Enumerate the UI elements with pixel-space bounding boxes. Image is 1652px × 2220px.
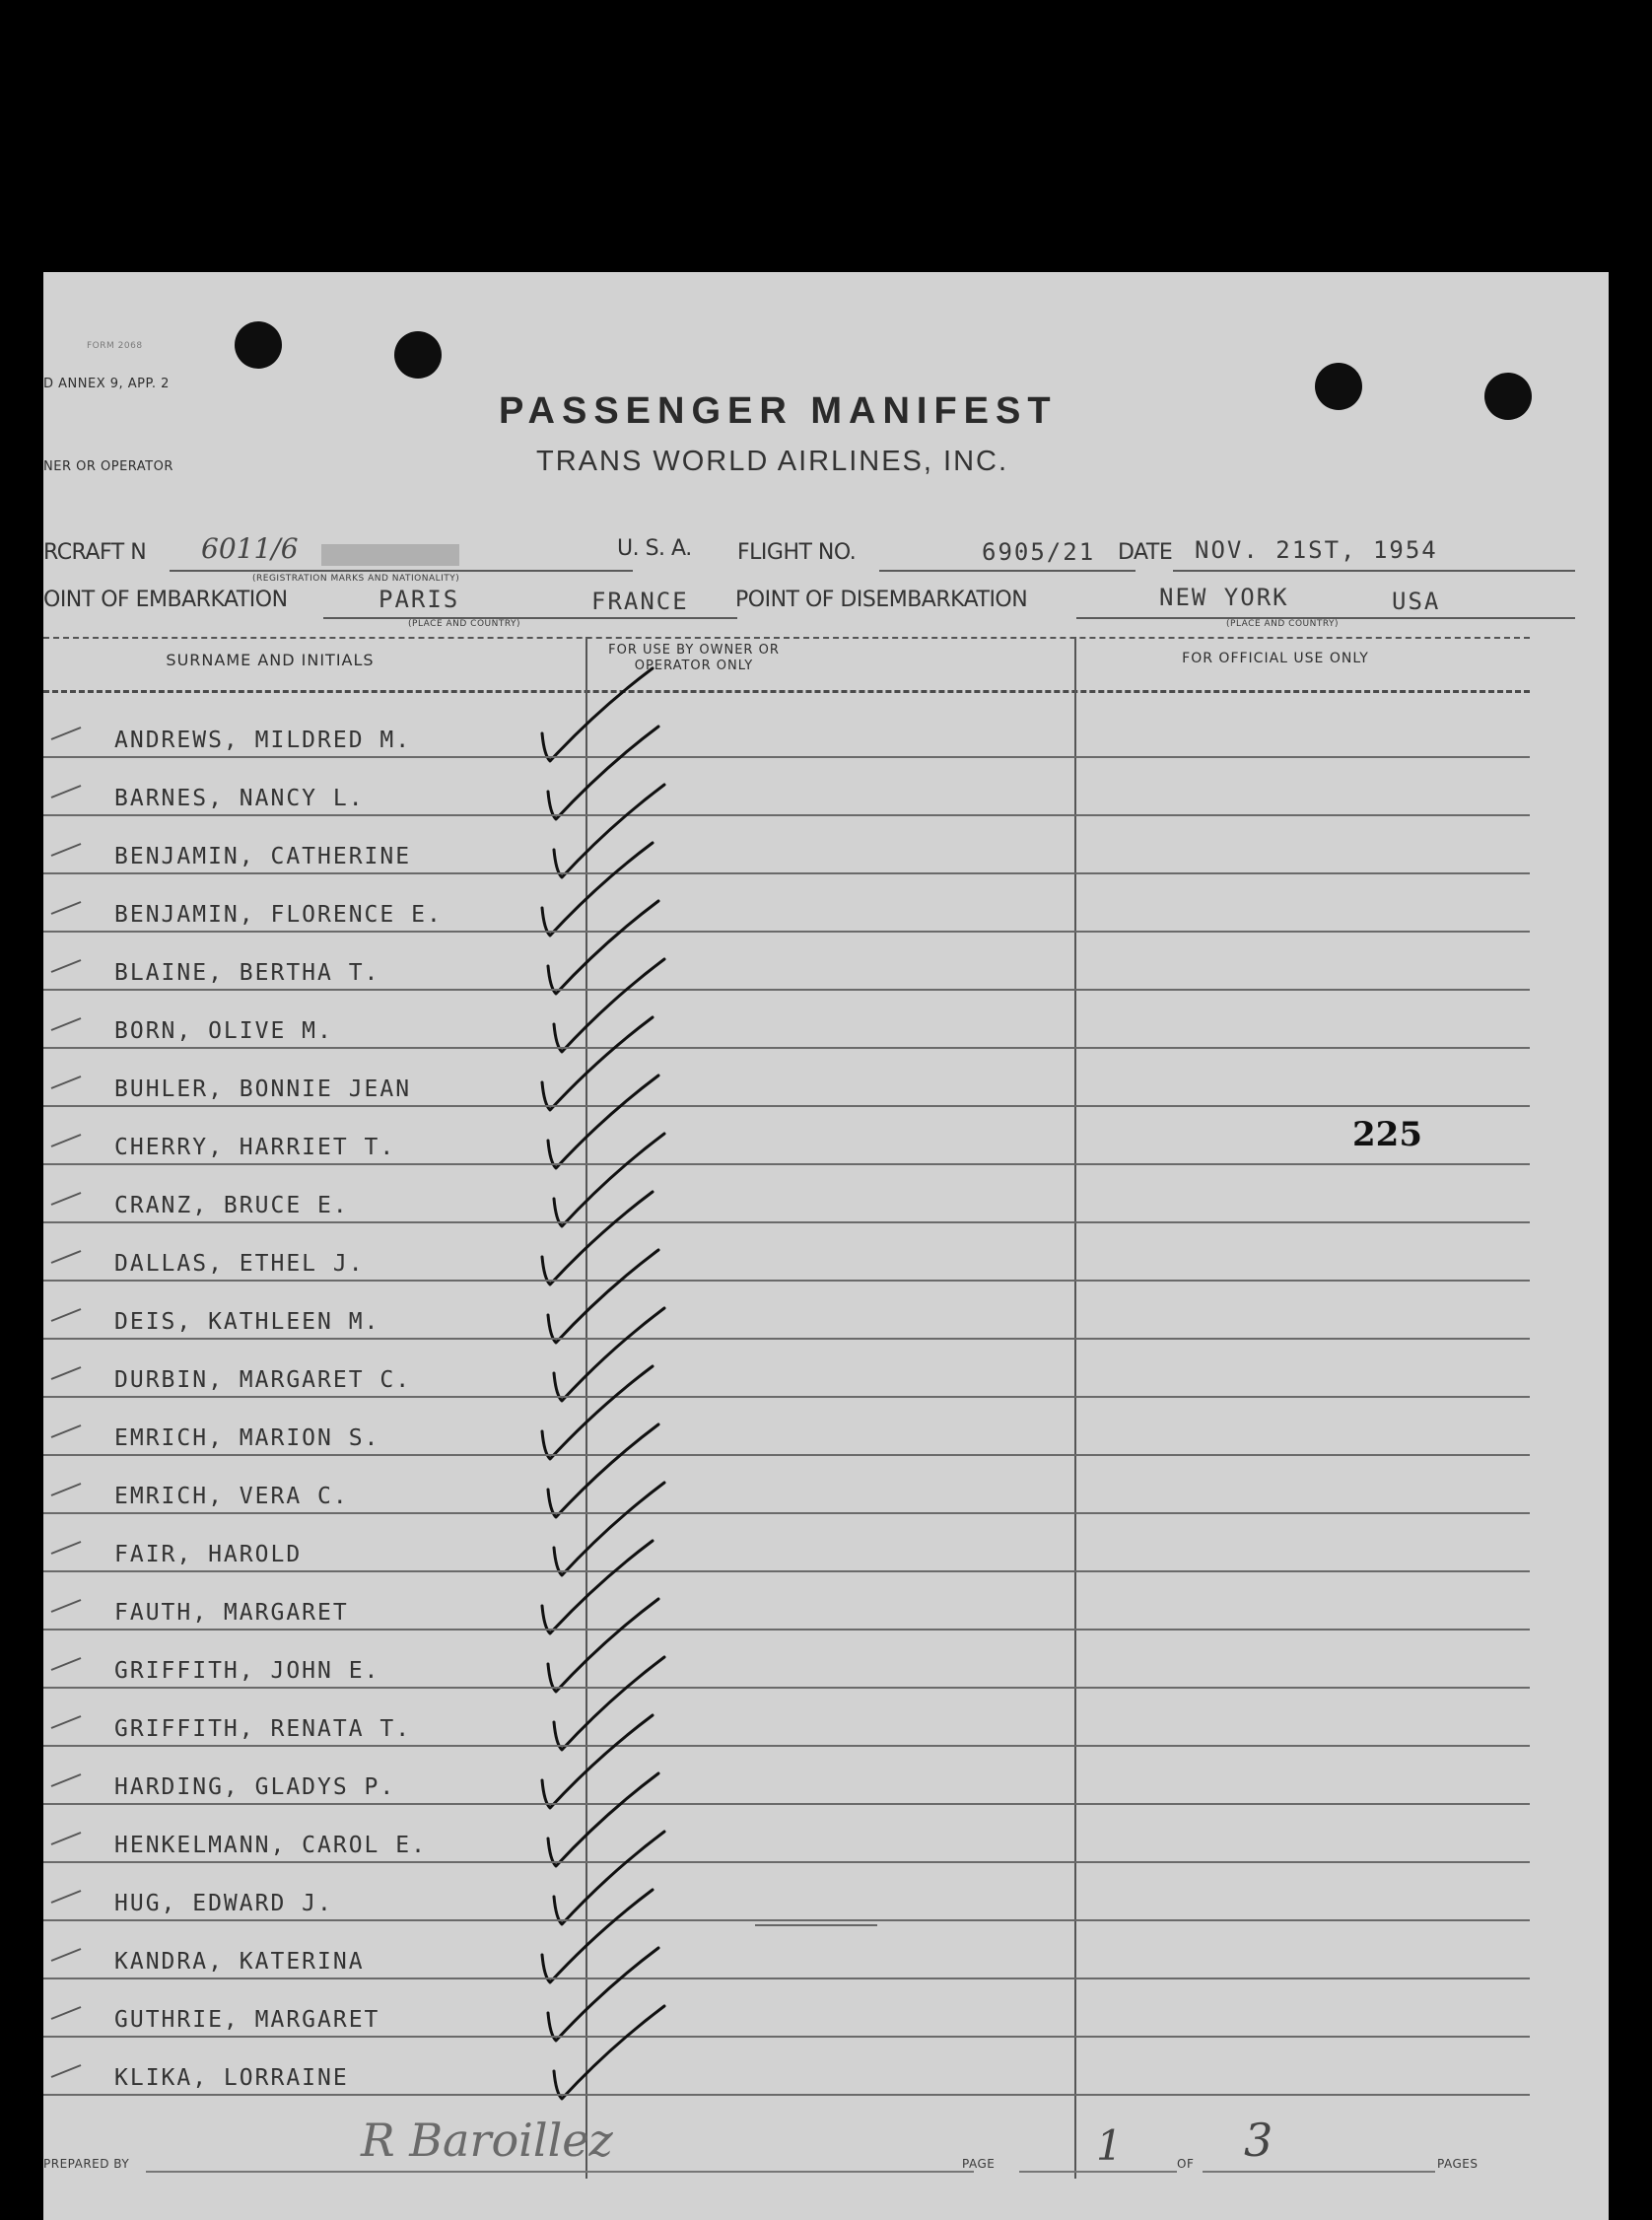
passenger-row — [43, 1340, 1530, 1399]
passenger-name: BLAINE, BERTHA T. — [114, 960, 380, 986]
tally-mark-icon — [49, 1885, 85, 1908]
passenger-row — [43, 1223, 1530, 1283]
passenger-row — [43, 1107, 1530, 1166]
pages-label: PAGES — [1437, 2157, 1479, 2171]
tally-mark-icon — [49, 1187, 85, 1211]
column-header-surname: SURNAME AND INITIALS — [166, 651, 375, 669]
passenger-name: FAUTH, MARGARET — [114, 1600, 349, 1626]
page-number: 1 — [1096, 2121, 1123, 2170]
tally-mark-icon — [49, 1943, 85, 1967]
passenger-name: DEIS, KATHLEEN M. — [114, 1309, 380, 1335]
tally-mark-icon — [49, 1012, 85, 1036]
form-code-faint: FORM 2068 — [87, 341, 143, 351]
passenger-name: HARDING, GLADYS P. — [114, 1774, 396, 1800]
passenger-name: BENJAMIN, CATHERINE — [114, 844, 412, 869]
punch-hole — [1484, 373, 1532, 420]
passenger-row — [43, 1398, 1530, 1457]
checkmark-icon — [540, 1998, 668, 2109]
stray-mark — [755, 1924, 877, 1926]
passenger-row — [43, 1979, 1530, 2039]
tally-mark-icon — [49, 954, 85, 978]
tally-mark-icon — [49, 1769, 85, 1792]
total-pages: 3 — [1244, 2114, 1273, 2167]
embarkation-city: PARIS — [379, 586, 460, 613]
page-line — [1019, 2171, 1177, 2173]
passenger-name: GRIFFITH, JOHN E. — [114, 1658, 380, 1684]
aircraft-label: RCRAFT N — [43, 540, 147, 565]
passenger-name: DURBIN, MARGARET C. — [114, 1367, 412, 1393]
passenger-name: BENJAMIN, FLORENCE E. — [114, 902, 443, 928]
passenger-name: HUG, EDWARD J. — [114, 1891, 333, 1916]
header-top-rule — [43, 637, 1530, 639]
tally-mark-icon — [49, 1303, 85, 1327]
passenger-row — [43, 1689, 1530, 1748]
passenger-name: GUTHRIE, MARGARET — [114, 2007, 380, 2033]
page-label: PAGE — [962, 2157, 996, 2171]
passenger-row — [43, 816, 1530, 875]
tally-mark-icon — [49, 1710, 85, 1734]
passenger-row — [43, 1049, 1530, 1108]
punch-hole — [1315, 363, 1362, 410]
column-header-owner-use: FOR USE BY OWNER OR OPERATOR ONLY — [608, 643, 780, 673]
date-fill-line — [1173, 570, 1575, 572]
stamp-number: 225 — [1352, 1115, 1422, 1154]
passenger-row — [43, 991, 1530, 1050]
prepared-by-label: PREPARED BY — [43, 2157, 130, 2171]
column-header-official-use: FOR OFFICIAL USE ONLY — [1182, 651, 1369, 666]
header-bottom-rule — [43, 690, 1530, 693]
passenger-name: EMRICH, MARION S. — [114, 1425, 380, 1451]
embarkation-fill-line — [323, 617, 737, 619]
passenger-row — [43, 1921, 1530, 1980]
tally-mark-icon — [49, 1420, 85, 1443]
passenger-row — [43, 874, 1530, 934]
of-label: OF — [1177, 2157, 1195, 2171]
aircraft-number: 6011/6 — [201, 532, 299, 565]
passenger-name: GRIFFITH, RENATA T. — [114, 1716, 412, 1742]
passenger-name: FAIR, HAROLD — [114, 1542, 303, 1567]
page-title: PASSENGER MANIFEST — [499, 390, 1058, 432]
passenger-row — [43, 1805, 1530, 1864]
passenger-row — [43, 1572, 1530, 1631]
passenger-row — [43, 1863, 1530, 1922]
tally-mark-icon — [49, 1129, 85, 1152]
tally-mark-icon — [49, 1536, 85, 1560]
row-rule — [43, 2094, 1530, 2096]
prepared-by-line — [146, 2171, 974, 2173]
punch-hole — [235, 321, 282, 369]
passenger-name: BARNES, NANCY L. — [114, 786, 365, 811]
manifest-sheet — [43, 272, 1609, 2220]
country-label: U. S. A. — [617, 536, 692, 561]
aircraft-caption: (REGISTRATION MARKS AND NATIONALITY) — [252, 574, 460, 584]
passenger-row — [43, 1456, 1530, 1515]
tally-mark-icon — [49, 780, 85, 803]
tally-mark-icon — [49, 838, 85, 862]
passenger-row — [43, 1747, 1530, 1806]
embarkation-country: FRANCE — [591, 588, 689, 615]
passenger-name: BORN, OLIVE M. — [114, 1018, 333, 1044]
tally-mark-icon — [49, 2001, 85, 2025]
tally-mark-icon — [49, 896, 85, 920]
tally-mark-icon — [49, 1478, 85, 1501]
disembarkation-caption: (PLACE AND COUNTRY) — [1226, 619, 1340, 629]
signature: R Baroillez — [361, 2114, 613, 2167]
passenger-row — [43, 758, 1530, 817]
passenger-name: EMRICH, VERA C. — [114, 1484, 349, 1509]
owner-operator-label: NER OR OPERATOR — [43, 459, 173, 474]
tally-mark-icon — [49, 1827, 85, 1850]
flight-number: 6905/21 — [982, 538, 1096, 566]
embarkation-caption: (PLACE AND COUNTRY) — [408, 619, 521, 629]
aircraft-fill-line — [170, 570, 633, 572]
passenger-row — [43, 1514, 1530, 1573]
disembarkation-country: USA — [1392, 588, 1441, 615]
passenger-row — [43, 1630, 1530, 1690]
tally-mark-icon — [49, 1071, 85, 1094]
passenger-name: DALLAS, ETHEL J. — [114, 1251, 365, 1277]
passenger-name: CRANZ, BRUCE E. — [114, 1193, 349, 1218]
passenger-name: ANDREWS, MILDRED M. — [114, 728, 412, 753]
airline-name: TRANS WORLD AIRLINES, INC. — [536, 446, 1009, 477]
passenger-row — [43, 2038, 1530, 2097]
tally-mark-icon — [49, 1594, 85, 1618]
date-label: DATE — [1118, 540, 1173, 565]
redaction-smudge — [321, 544, 459, 566]
disembarkation-city: NEW YORK — [1159, 584, 1289, 611]
passenger-row — [43, 1282, 1530, 1341]
tally-mark-icon — [49, 1361, 85, 1385]
passenger-row — [43, 700, 1530, 759]
tally-mark-icon — [49, 722, 85, 745]
flight-number-label: FLIGHT NO. — [737, 540, 857, 565]
passenger-name: KLIKA, LORRAINE — [114, 2065, 349, 2091]
flight-date: NOV. 21ST, 1954 — [1195, 536, 1438, 564]
passenger-name: CHERRY, HARRIET T. — [114, 1135, 396, 1160]
disembarkation-label: POINT OF DISEMBARKATION — [735, 588, 1028, 612]
passenger-name: BUHLER, BONNIE JEAN — [114, 1076, 412, 1102]
embarkation-label: OINT OF EMBARKATION — [43, 588, 288, 612]
passenger-row — [43, 1165, 1530, 1224]
passenger-name: KANDRA, KATERINA — [114, 1949, 365, 1975]
passenger-name: HENKELMANN, CAROL E. — [114, 1833, 427, 1858]
punch-hole — [394, 331, 442, 379]
form-reference: D ANNEX 9, APP. 2 — [43, 377, 170, 391]
passenger-row — [43, 933, 1530, 992]
tally-mark-icon — [49, 1652, 85, 1676]
tally-mark-icon — [49, 1245, 85, 1269]
total-pages-line — [1203, 2171, 1435, 2173]
flight-fill-line — [879, 570, 1136, 572]
tally-mark-icon — [49, 2059, 85, 2083]
